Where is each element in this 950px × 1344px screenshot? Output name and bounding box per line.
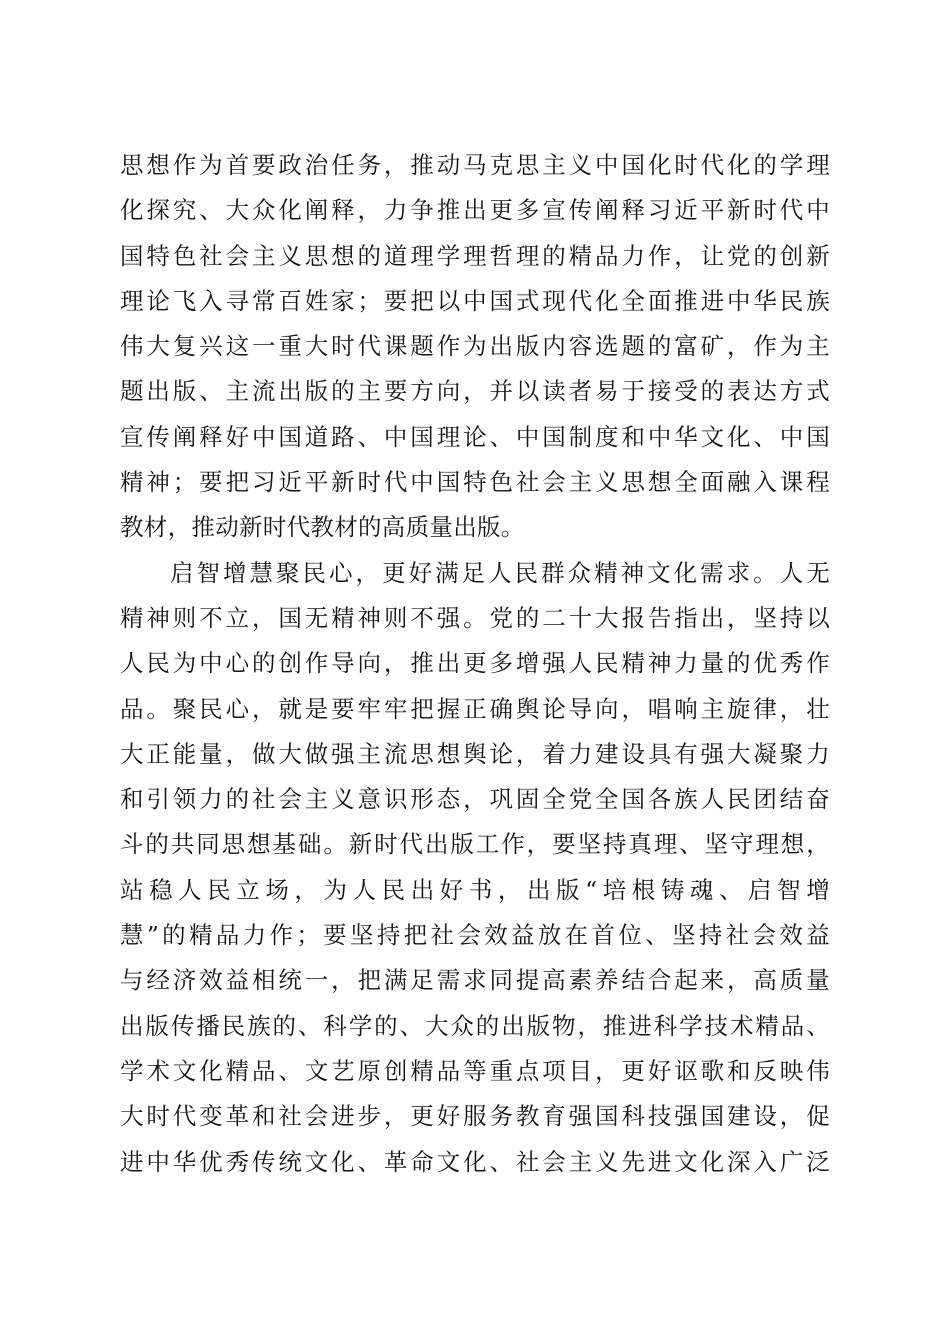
text-line: 进中华优秀传统文化、革命文化、社会主义先进文化深入广泛 xyxy=(120,1147,830,1176)
text-line: 大正能量，做大做强主流思想舆论，着力建设具有强大凝聚力 xyxy=(120,739,830,768)
text-line: 品。聚民心，就是要牢牢把握正确舆论导向，唱响主旋律，壮 xyxy=(120,694,830,723)
document-body xyxy=(120,143,830,1185)
text-line: 理论飞入寻常百姓家；要把以中国式现代化全面推进中华民族 xyxy=(120,286,830,315)
text-line: 国特色社会主义思想的道理学理哲理的精品力作，让党的创新 xyxy=(120,241,830,270)
text-line: 慧”的精品力作；要坚持把社会效益放在首位、坚持社会效益 xyxy=(120,921,830,950)
text-line: 思想作为首要政治任务，推动马克思主义中国化时代化的学理 xyxy=(120,151,830,179)
text-line: 大时代变革和社会进步，更好服务教育强国科技强国建设，促 xyxy=(120,1102,830,1131)
text-line: 斗的共同思想基础。新时代出版工作，要坚持真理、坚守理想， xyxy=(120,830,830,859)
text-line: 学术文化精品、文艺原创精品等重点项目，更好讴歌和反映伟 xyxy=(120,1056,830,1085)
text-line: 精神则不立，国无精神则不强。党的二十大报告指出，坚持以 xyxy=(120,603,830,632)
text-line: 伟大复兴这一重大时代课题作为出版内容选题的富矿，作为主 xyxy=(120,332,830,361)
paragraph-1 xyxy=(120,143,830,551)
text-line: 人民为中心的创作导向，推出更多增强人民精神力量的优秀作 xyxy=(120,649,830,678)
text-line: 题出版、主流出版的主要方向，并以读者易于接受的表达方式 xyxy=(120,377,830,406)
text-line: 宣传阐释好中国道路、中国理论、中国制度和中华文化、中国 xyxy=(120,422,830,451)
text-line: 化探究、大众化阐释，力争推出更多宣传阐释习近平新时代中 xyxy=(120,196,830,225)
text-line: 精神；要把习近平新时代中国特色社会主义思想全面融入课程 xyxy=(120,468,830,497)
text-line: 与经济效益相统一，把满足需求同提高素养结合起来，高质量 xyxy=(120,966,830,995)
paragraph-2 xyxy=(120,551,830,1185)
text-line: 出版传播民族的、科学的、大众的出版物，推进科学技术精品、 xyxy=(120,1011,830,1040)
text-line: 启智增慧聚民心，更好满足人民群众精神文化需求。人无 xyxy=(170,558,830,587)
text-line: 站稳人民立场，为人民出好书，出版“培根铸魂、启智增 xyxy=(120,875,830,904)
text-line: 和引领力的社会主义意识形态，巩固全党全国各族人民团结奋 xyxy=(120,785,830,814)
text-line: 教材，推动新时代教材的高质量出版。 xyxy=(120,513,525,542)
